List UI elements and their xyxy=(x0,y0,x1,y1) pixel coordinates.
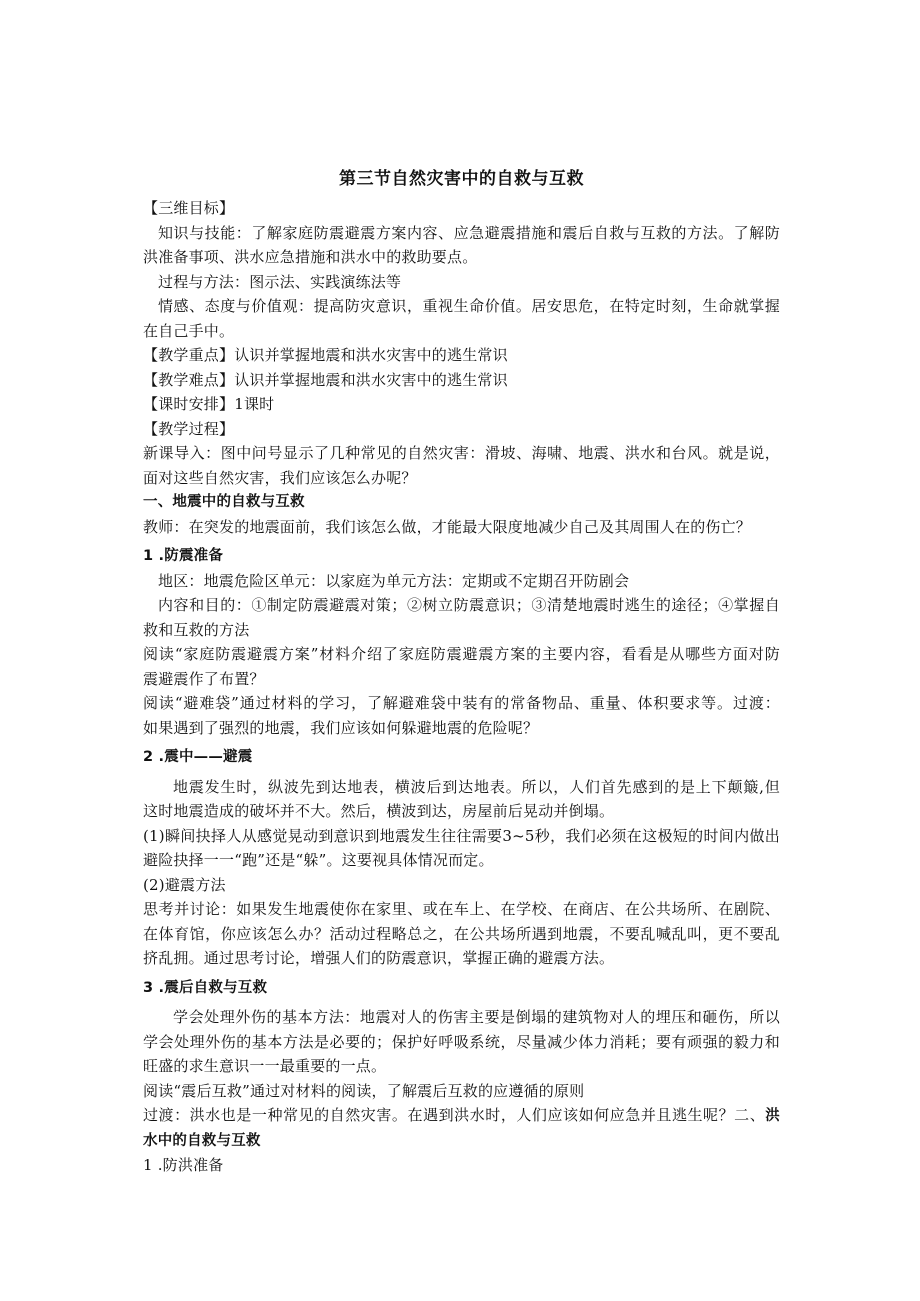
s2-think-line-2: 在体育馆，你应该怎么办？活动过程略总之，在公共场所遇到地震，不要乱喊乱叫，更不要乱 xyxy=(143,924,780,943)
s1-read1-line-1: 阅读“家庭防震避震方案”材料介绍了家庭防震避震方案的主要内容，看看是从哪些方面对防 xyxy=(143,645,780,663)
s1-content-line-1: 内容和目的：①制定防震避震对策；②树立防震意识；③清楚地震时逃生的途径；④掌握自 xyxy=(158,596,780,614)
section-2-heading-end: 水中的自救与互救 xyxy=(143,1132,261,1149)
teacher-question: 教师：在突发的地震面前，我们该怎么做，才能最大限度地减少自己及其周围人在的伤亡？ xyxy=(143,517,752,536)
process-heading: 【教学过程】 xyxy=(143,419,235,438)
emotion-line-2: 在自己手中。 xyxy=(143,321,235,340)
s3-paragraph-line-1: 学会处理外伤的基本方法：地震对人的伤害主要是倒塌的建筑物对人的埋压和砸伤，所以 xyxy=(173,1008,780,1026)
subsection-3-heading: 3 .震后自救与互救 xyxy=(143,979,268,996)
subsection-1-heading: 1 .防震准备 xyxy=(143,548,224,564)
intro-line-2: 面对这些自然灾害，我们应该怎么办呢？ xyxy=(143,468,417,487)
section-2-heading-start: 洪 xyxy=(765,1108,780,1124)
goals-heading: 【三维目标】 xyxy=(143,199,235,217)
key-point: 【教学重点】认识并掌握地震和洪水灾害中的逃生常识 xyxy=(143,346,508,364)
s2-paragraph-line-2: 这时地震造成的破坏并不大。然后，横波到达，房屋前后晃动并倒塌。 xyxy=(143,802,615,820)
knowledge-line-2: 洪准备事项、洪水应急措施和洪水中的救助要点。 xyxy=(143,248,478,266)
s1-area: 地区：地震危险区单元：以家庭为单元方法：定期或不定期召开防剧会 xyxy=(158,571,630,590)
difficulty: 【教学难点】认识并掌握地震和洪水灾害中的逃生常识 xyxy=(143,370,508,389)
section-1-heading: 一、地震中的自救与互救 xyxy=(143,494,305,510)
schedule: 【课时安排】1课时 xyxy=(143,395,275,413)
emotion-line-1: 情感、态度与价值观：提高防灾意识，重视生命价值。居安思危，在特定时刻，生命就掌握 xyxy=(158,297,780,315)
flood-subsection-1: 1 .防洪准备 xyxy=(143,1156,224,1174)
s3-read: 阅读“震后互救”通过对材料的阅读，了解震后互救的应遵循的原则 xyxy=(143,1081,585,1100)
subsection-2-heading: 2 .震中——避震 xyxy=(143,749,253,765)
s2-think-line-1: 思考并讨论：如果发生地震使你在家里、或在车上、在学校、在商店、在公共场所、在剧院、 xyxy=(143,900,780,918)
s1-read2-line-1: 阅读“避难袋”通过材料的学习，了解避难袋中装有的常备物品、重量、体积要求等。过渡： xyxy=(143,694,780,712)
transition-line-1 xyxy=(143,1103,780,1129)
s1-read1-line-2: 震避震作了布置？ xyxy=(143,669,265,688)
page-title: 第三节自然灾害中的自救与互救 xyxy=(339,169,584,189)
s2-paragraph-line-1: 地震发生时，纵波先到达地表，横波后到达地表。所以，人们首先感到的是上下颠簸,但 xyxy=(173,777,780,796)
s2-think-line-3: 挤乱拥。通过思考讨论，增强人们的防震意识，掌握正确的避震方法。 xyxy=(143,949,615,967)
s2-item1-line-1: (1)瞬间抉择人从感觉晃动到意识到地震发生往往需要3~5秒，我们必须在这极短的时间内做出 xyxy=(143,826,780,845)
document-page xyxy=(143,164,780,1178)
s1-read2-line-2: 如果遇到了强烈的地震，我们应该如何躲避地震的危险呢？ xyxy=(143,718,539,737)
intro-line-1: 新课导入：图中问号显示了几种常见的自然灾害：滑坡、海啸、地震、洪水和台风。就是说， xyxy=(143,444,780,462)
s1-content-line-2: 救和互救的方法 xyxy=(143,620,250,639)
knowledge-line-1: 知识与技能：了解家庭防震避震方案内容、应急避震措施和震后自救与互救的方法。了解防 xyxy=(158,223,780,242)
process-method: 过程与方法：图示法、实践演练法等 xyxy=(158,272,402,291)
s3-paragraph-line-3: 旺盛的求生意识一一最重要的一点。 xyxy=(143,1057,387,1075)
s2-item2: (2)避震方法 xyxy=(143,875,226,894)
transition-text: 过渡：洪水也是一种常见的自然灾害。在遇到洪水时，人们应该如何应急并且逃生呢？二、 xyxy=(143,1106,766,1124)
s2-item1-line-2: 避险抉择一一“跑”还是“躲”。这要视具体情况而定。 xyxy=(143,851,494,869)
s3-paragraph-line-2: 学会处理外伤的基本方法是必要的；保护好呼吸系统，尽量减少体力消耗；要有顽强的毅力和 xyxy=(143,1032,780,1051)
